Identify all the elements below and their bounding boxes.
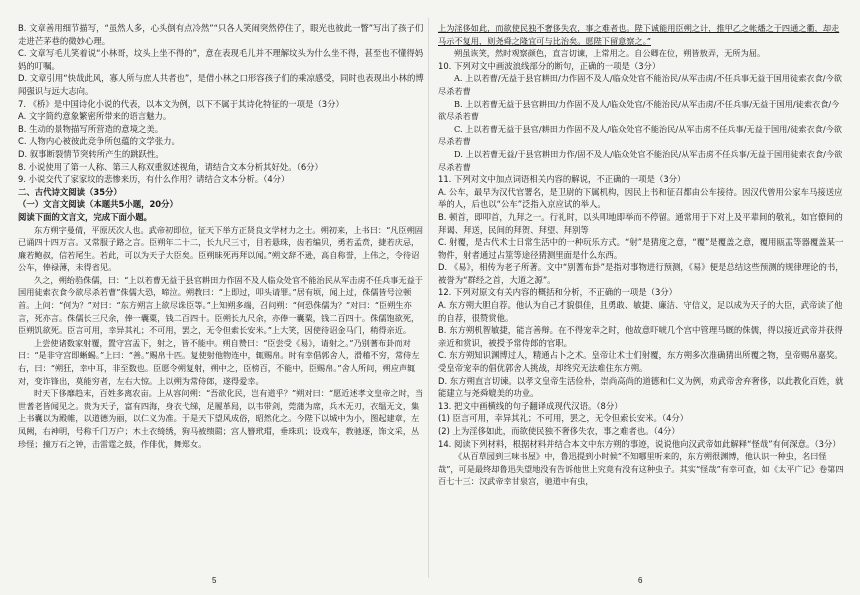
right-paragraph: 11. 下列对文中加点词语相关内容的解说，不正确的一项是（3分） bbox=[438, 174, 686, 185]
right-paragraph: D. 东方朔直言切谏。以孝文皇帝生活俭朴，崇尚高尚的道德和仁义为例，劝武帝舍弃奢侈，以此教化百姓，就能建立与尧舜媲美的功业。 bbox=[438, 375, 844, 399]
left-paragraph: 久之，朔绐驺侏儒，曰：“上以若曹无益于县官耕田力作固不及人临众处官不能治民从军击虏不任兵事无益于国用徒索衣食今欲尽杀若曹”侏儒大恐，啼泣。朔教曰：“上即过，叩头请罪。”居有顷，闻上过，侏儒皆号泣顿首。上问：“何为？”对曰：“东方朔言上欲尽诛臣等。”上知朔多端，召问朔：“何恐侏儒为？”对曰：“臣朔生亦言，死亦言。侏儒长三尺余，俸一囊粟，钱二百四十。臣朔长九尺余，亦俸一囊粟，钱二百四十。侏儒饱欲死，臣朔饥欲死。臣言可用，幸异其礼；不可用，罢之，无令但索长安米。”上大笑，因使待诏金马门，稍得亲近。 bbox=[18, 274, 423, 336]
right-paragraph: 上为淫侈如此，而欲使民独不奢侈失农，事之难者也。陛下诚能用臣朔之计，推甲乙之帐燔之于四通之衢，却走马示不复用，则尧舜之隆宜可与比治矣。愿陛下留意察之。” bbox=[438, 23, 840, 46]
right-paragraph: A. 东方朔大胆自荐。他认为自己才貌俱佳，且勇敢、敏捷、廉洁、守信义，足以成为天子的大臣，武帝读了他的自荐，很赞赏他。 bbox=[438, 300, 843, 323]
right-paragraph: C. 东方朔知识渊博过人，精通占卜之术。皇帝让术士们射覆，东方朔多次准确猜出所覆之物，皇帝赐帛嘉奖。受皇帝宠幸的倡优郭舍人挑战，却终究无法难住东方朔。 bbox=[438, 350, 843, 374]
right-paragraph: A. 上以若曹/无益于县官耕田/力作固不及人/临众处官不能治民/从军击虏/不任兵事无益于国用徒索衣食/今欲尽杀若曹 bbox=[438, 73, 842, 96]
page-number-right: 6 bbox=[638, 576, 643, 585]
right-paragraph: C. 射覆，是古代术士日常生活中的一种玩乐方式。“射”是猜度之意，“覆”是覆盖之意，覆用瓯盂等器覆盖某一物件，射者通过占筮等途径猜测里面是什么东西。 bbox=[438, 237, 844, 260]
right-paragraph: 13. 把文中画横线的句子翻译成现代汉语。（8分） bbox=[438, 400, 623, 411]
left-paragraph: A. 文字简约意象繁密所带来的语言魅力。 bbox=[18, 111, 172, 122]
right-paragraph: D. 《易》，相传为老子所著。文中“别蓍布卦”是指对事物进行预测，《易》便是总结这些预测的规律理论的书，被誉为“群经之首，大道之源”。 bbox=[438, 262, 844, 285]
page-right bbox=[438, 22, 844, 572]
page-number-left: 5 bbox=[212, 576, 217, 585]
left-paragraph: C. 文章写毛儿笑着说“小林哥，坟头上坐不得的”，意在表现毛儿并不理解坟头为什么坐不得，甚至也不懂得妈妈的叮嘱。 bbox=[18, 48, 424, 71]
left-paragraph: 7. 《桥》是中国诗化小说的代表，以本文为例，以下不属于其诗化特征的一项是（3分） bbox=[18, 98, 344, 109]
right-paragraph: A. 公车，最早为汉代官署名，是卫尉的下属机构，因民上书和征召都由公车接待。因汉代曾用公家车马接送应举的人，后也以“公车”泛指入京应试的举人。 bbox=[438, 186, 843, 210]
left-paragraph: 上尝使诸数家射覆，置守宫盂下，射之，皆不能中。朔自赞曰：“臣尝受《易》，请射之。”乃别蓍布卦而对曰：“是非守宫即蜥蜴。”上曰：“善。”赐帛十匹。复使射他物连中，辄赐帛。时有幸倡郭舍人，滑稽不穷，常侍左右，曰：“朔狂，幸中耳，非至数也。臣愿令朔复射，朔中之，臣榜百，不能中，臣赐帛。”舍人所问，朔应声辄对，变诈锋出，莫能穷者，左右大惊。上以朔为常侍郎，遂得爱幸。 bbox=[18, 337, 420, 386]
left-paragraph: 东方朔字曼倩，平原厌次人也。武帝初即位，征天下举方正贤良文学材力之士。朔初来，上书曰：“凡臣朔固已诵四十四万言。又常服子路之言。臣朔年二十二，长九尺三寸，目若悬珠，齿若编贝，勇若孟贲，捷若庆忌，廉若鲍叔，信若尾生。若此，可以为天子大臣矣。臣朔昧死再拜以闻。”朔文辞不逊，高自称誉，上伟之，令待诏公车，俸禄薄，未得省见。 bbox=[18, 224, 423, 273]
page-divider bbox=[428, 18, 429, 578]
right-paragraph: 朔虽诙笑，然时观察颜色，直言切谏，上常用之。自公卿在位，朔皆敖弄，无所为屈。 bbox=[454, 48, 766, 59]
left-paragraph: 二、古代诗文阅读（35分） bbox=[18, 186, 122, 197]
left-paragraph: B. 生动的景物描写所营造的意境之美。 bbox=[18, 123, 164, 134]
right-paragraph: C. 上以若曹无益于县官/耕田力作固不及人/临众处官不能治民/从军击虏不任兵事/无益于国用/徒索衣食/今欲尽杀若曹 bbox=[438, 123, 842, 147]
right-paragraph: D. 上以若曹无益/于县官耕田力作/固不及人/临众处官不能治民/从军击虏不任兵事/无益于国用徒索衣食/今欲尽杀若曹 bbox=[438, 148, 843, 172]
right-paragraph: B. 上以若曹无益于县官耕田/力作固不及人/临众处官/不能治民/从军击虏/不任兵事/无益于国用/徒索衣食/今欲尽杀若曹 bbox=[438, 98, 840, 122]
left-paragraph: B. 文章善用细节描写，“虽然人多，心头倒有点冷然”“只各人笑闹突然停住了，眼光也彼此一瞥”写出了孩子们走进芒茅巷的微妙心理。 bbox=[18, 23, 424, 46]
left-paragraph: 时天下侈靡趋末，百姓多离农亩。上从容问朔：“吾欲化民，岂有道乎？”朔对曰：“愿近述孝文皇帝之时，当世耆老皆闻见之。贵为天子，富有四海，身衣弋绨，足履革舄，以韦带剑，莞蒲为席，兵木无刃，衣缊无文，集上书囊以为殿帷，以道德为丽，以仁义为准。于是天下望风成俗，昭然化之。今陛下以城中为小，图起建章，左凤阙，右神明，号称千门万户；木土衣绮绣，狗马被缋罽；宫人簪玳瑁，垂珠玑；设戏车，教驰逐，饰文采，丛珍怪；撞万石之钟，击雷霆之鼓，作俳优，舞郑女。 bbox=[18, 388, 424, 449]
right-paragraph: B. 东方朔机智敏捷，能言善辩。在不得宠幸之时，他故意吓唬几个宫中管理马厩的侏儒，得以接近武帝并获得亲近和赏识，被授予常侍郎的官职。 bbox=[438, 325, 843, 348]
left-paragraph: D. 文章引用“快哉此风，寡人所与庶人共者也”，是借小林之口形容孩子们的乘凉感受，同时也表现出小林的博闻强识与远大志向。 bbox=[18, 73, 424, 96]
left-paragraph: 阅读下面的文言文，完成下面小题。 bbox=[18, 211, 152, 222]
left-paragraph: C. 人物内心被彼此竞争所包蕴的文学张力。 bbox=[18, 136, 180, 147]
right-paragraph: B. 顿首，即叩首，九拜之一。行礼时，以头叩地即举而不停留。通常用于下对上及平辈间的敬礼，如官僚间的拜谒、拜送，民间的拜贺、拜望、拜别等 bbox=[438, 211, 843, 235]
right-paragraph: 12. 下列对原文有关内容的概括和分析，不正确的一项是（3分） bbox=[438, 287, 678, 298]
left-paragraph: （一）文言文阅读（本题共5小题，20分） bbox=[18, 199, 178, 210]
right-paragraph: 14. 阅读下列材料，根据材料并结合本文中东方朔的事迹，说说他向汉武帝如此解释“怪哉”有何深意。（3分） bbox=[438, 438, 841, 449]
right-paragraph: (2) 上为淫侈如此，而欲使民独不奢侈失农，事之难者也。（4分） bbox=[438, 426, 680, 436]
left-paragraph: D. 叙事断裂情节突转所产生的跳跃性。 bbox=[18, 148, 164, 159]
right-paragraph: (1) 臣言可用，幸异其礼；不可用，罢之，无令但索长安米。（4分） bbox=[438, 413, 689, 424]
left-paragraph: 8. 小说使用了第一人称、第三人称双重叙述视角，请结合文本分析其好处。（6分） bbox=[18, 161, 323, 172]
page-left bbox=[18, 22, 424, 572]
right-paragraph: 《从百草园到三味书屋》中，鲁迅提到小时候“不知哪里听来的，东方朔很渊博，他认识一种虫，名曰怪哉”，可是最终却鲁迅失望地没有告诉他世上究竟有没有这种虫子。其实“怪哉”有幸可查，如《太平广记》卷第四百七十三：汉武帝幸甘泉宫，驰道中有虫， bbox=[438, 451, 844, 487]
left-paragraph: 9. 小说交代了家家坟的悲惨来历，有什么作用？请结合文本分析。（4分） bbox=[18, 174, 290, 185]
right-paragraph: 10. 下列对文中画波浪线部分的断句，正确的一项是（3分） bbox=[438, 60, 661, 71]
